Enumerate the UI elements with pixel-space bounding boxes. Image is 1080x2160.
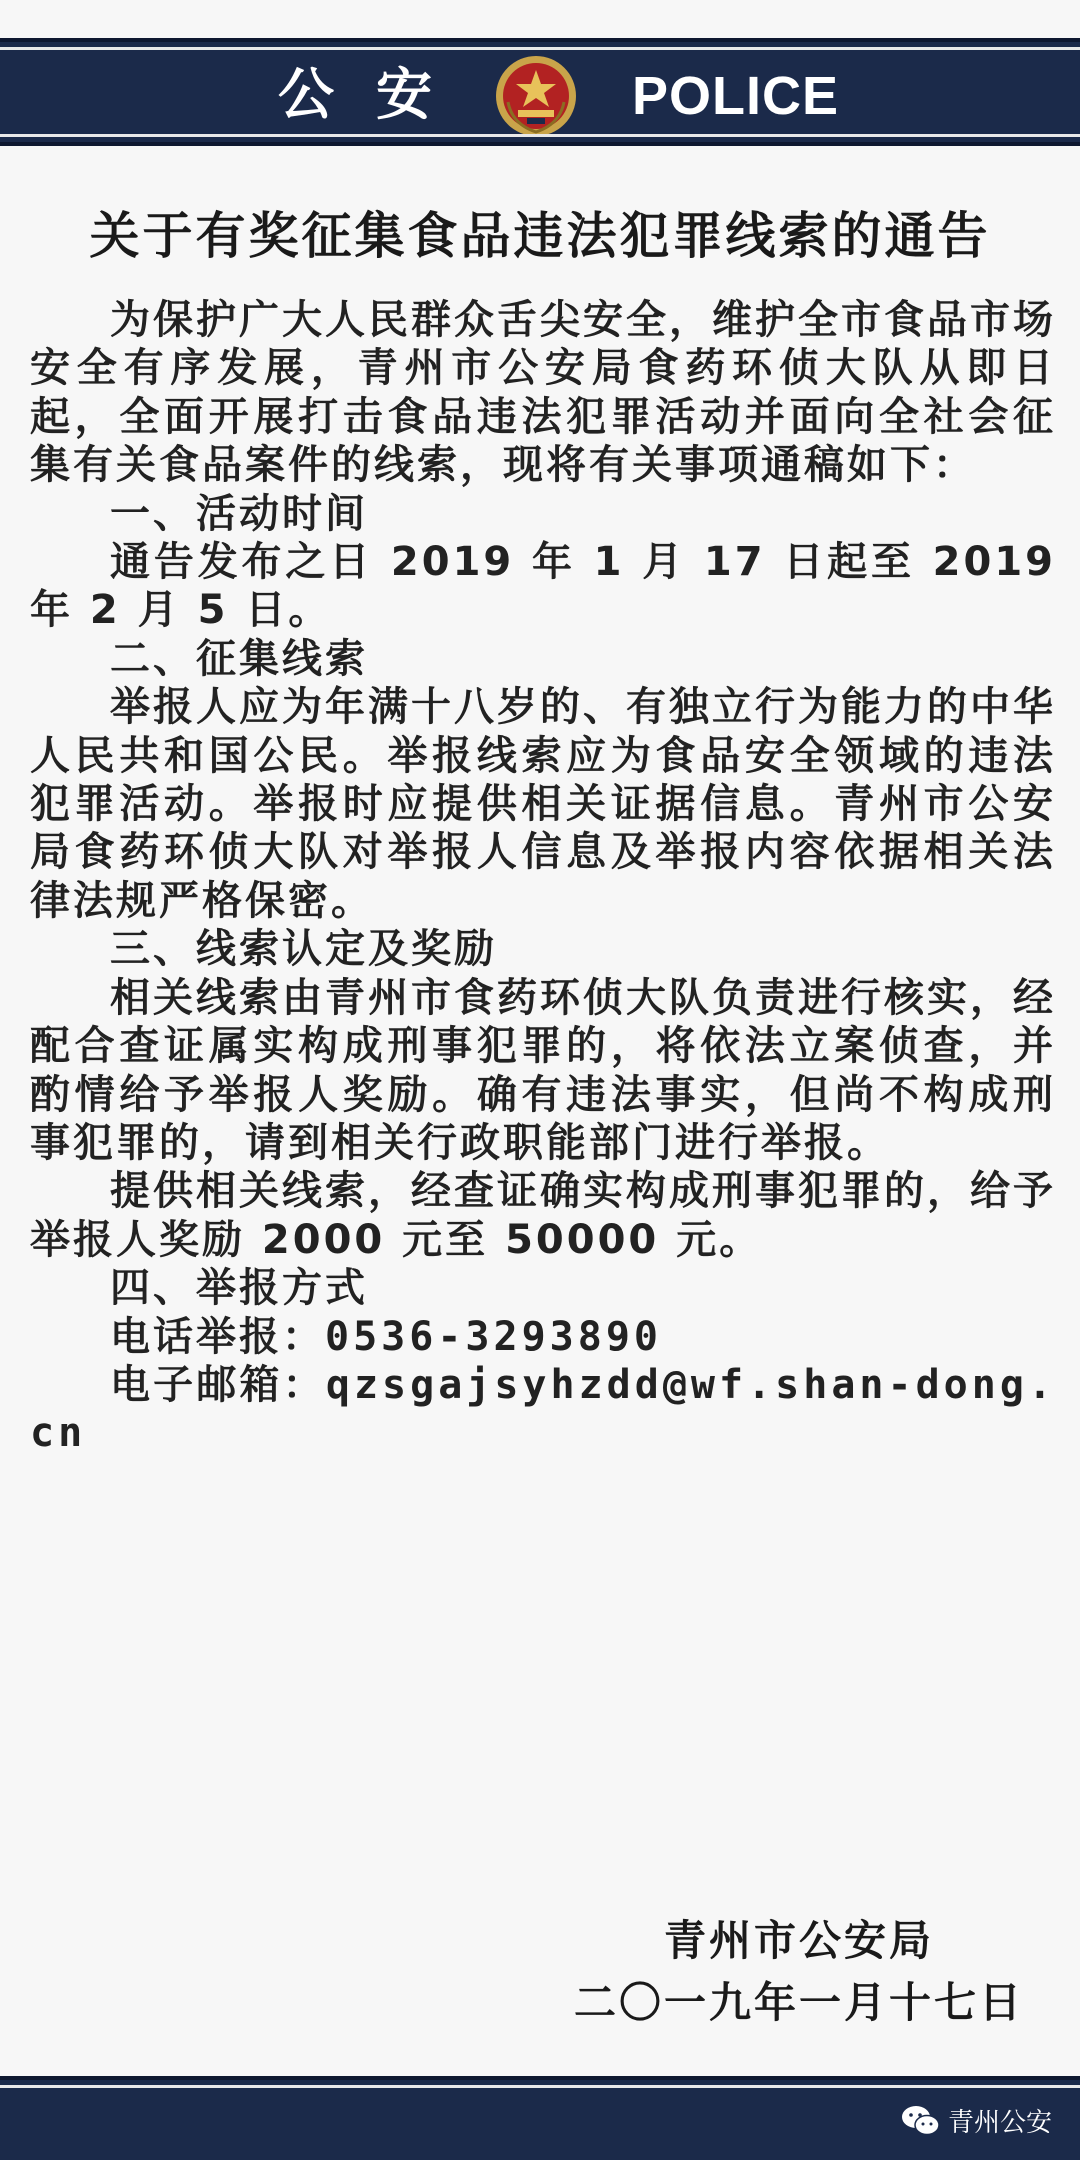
signature-org: 青州市公安局 <box>663 1916 934 1965</box>
wechat-icon <box>900 2103 942 2139</box>
watermark-text: 青州公安 <box>947 2107 1052 2137</box>
notice-body <box>30 296 1056 1458</box>
phone-number: 0536-3293890 <box>325 1313 662 1360</box>
header-title-cn: 公安 <box>278 63 474 128</box>
email-address: qzsgajsyhzdd@wf.shan-dong.cn <box>30 1361 1056 1457</box>
email-label: 电子邮箱： <box>110 1361 326 1408</box>
phone-line <box>30 1313 1056 1361</box>
intro-paragraph: 为保护广大人民群众舌尖安全，维护全市食品市场安全有序发展，青州市公安局食药环侦大队从即日起，全面开展打击食品违法犯罪活动并面向全社会征集有关食品案件的线索，现将有关事项通稿如下： <box>30 297 1056 489</box>
header-banner <box>0 38 1080 146</box>
phone-label: 电话举报： <box>110 1313 325 1360</box>
email-line <box>30 1361 1056 1458</box>
section-heading-reward: 三、线索认定及奖励 <box>110 926 497 973</box>
section-heading-time: 一、活动时间 <box>110 490 368 537</box>
footer-banner <box>0 2076 1080 2160</box>
notice-title: 关于有奖征集食品违法犯罪线索的通告 <box>89 207 991 265</box>
section-text-time: 通告发布之日 2019 年 1 月 17 日起至 2019 年 2 月 5 日。 <box>30 539 1056 634</box>
section-text-reward-verify: 相关线索由青州市食药环侦大队负责进行核实，经配合查证属实构成刑事犯罪的，将依法立案侦查，并酌情给予举报人奖励。确有违法事实，但尚不构成刑事犯罪的，请到相关行政职能部门进行举报。 <box>30 974 1056 1166</box>
signature-date: 二〇一九年一月十七日 <box>573 1978 1024 2027</box>
section-text-reward-amount: 提供相关线索，经查证确实构成刑事犯罪的，给予举报人奖励 2000 元至 50000 元。 <box>30 1168 1056 1263</box>
header-title-en: POLICE <box>632 66 840 126</box>
section-heading-clues: 二、征集线索 <box>110 635 368 682</box>
watermark <box>900 2102 1052 2139</box>
police-emblem-icon <box>494 54 578 138</box>
section-heading-report: 四、举报方式 <box>110 1265 368 1312</box>
signature-block <box>574 1910 1024 2034</box>
section-text-clues: 举报人应为年满十八岁的、有独立行为能力的中华人民共和国公民。举报线索应为食品安全领域的违法犯罪活动。举报时应提供相关证据信息。青州市公安局食药环侦大队对举报人信息及举报内容依据相关法律法规严格保密。 <box>30 684 1056 924</box>
